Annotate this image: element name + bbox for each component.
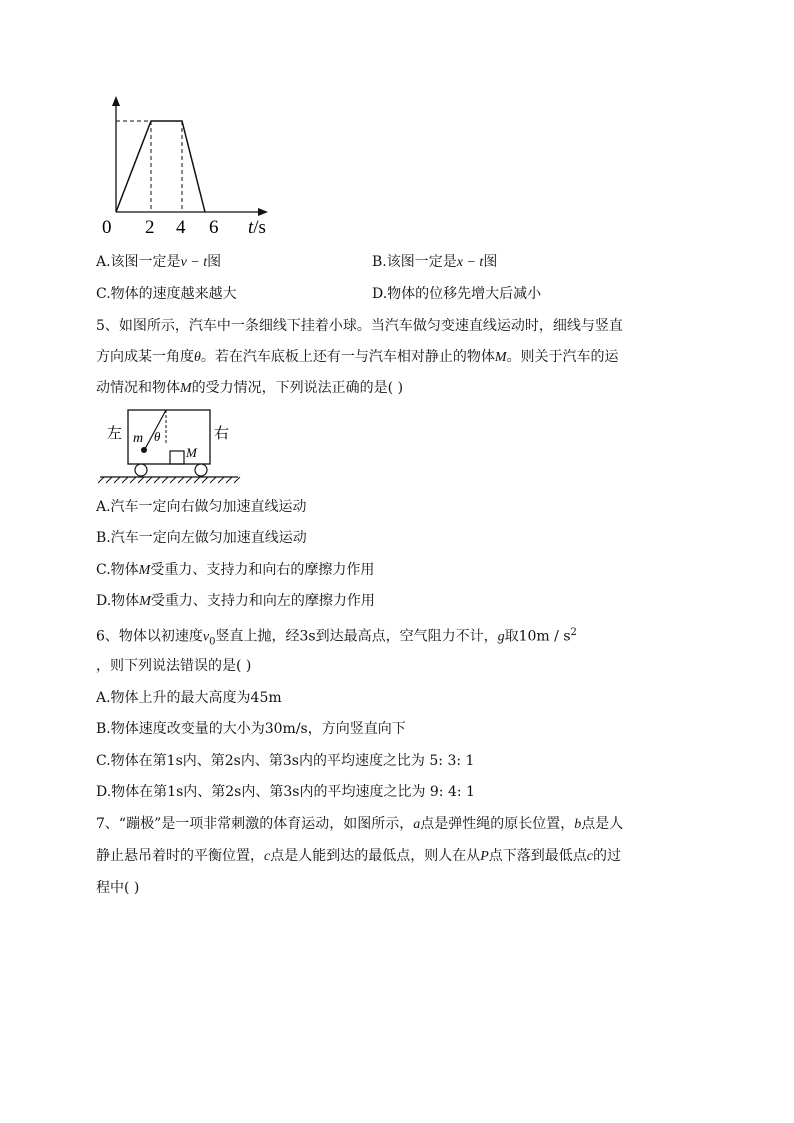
wheel-left (135, 464, 147, 476)
wheel-right (195, 464, 207, 476)
label-M: M (186, 445, 197, 460)
block-M (170, 451, 184, 464)
q5-option-b: B.汽车一定向左做匀加速直线运动 (96, 530, 307, 546)
label-left: 左 (107, 424, 123, 442)
q6-option-d: D.物体在第1s内、第2s内、第3s内的平均速度之比为 9: 4: 1 (96, 784, 475, 800)
q7-stem-line1: 7、“蹦极”是一项非常刺激的体育运动，如图所示，a点是弹性绳的原长位置，b点是人 (96, 816, 624, 832)
q5-option-d: D.物体M受重力、支持力和向左的摩擦力作用 (96, 593, 375, 609)
q6-option-b: B.物体速度改变量的大小为30m/s，方向竖直向下 (96, 721, 406, 737)
q4-option-c: C.物体的速度越来越大 (96, 286, 237, 302)
tick-4: 4 (176, 217, 186, 238)
velocity-time-graph (0, 0, 794, 260)
label-m: m (133, 431, 144, 446)
q5-stem-line2: 方向成某一角度θ。若在汽车底板上还有一与汽车相对静止的物体M。则关于汽车的运 (96, 349, 619, 365)
car-pendulum-figure (0, 405, 794, 485)
x-axis-arrow (258, 208, 268, 216)
label-theta: θ (154, 429, 161, 444)
q5-option-a: A.汽车一定向右做匀加速直线运动 (96, 499, 307, 515)
q5-stem-line3: 动情况和物体M的受力情况，下列说法正确的是( ) (96, 380, 404, 396)
label-right: 右 (214, 424, 230, 442)
q4-option-d: D.物体的位移先增大后减小 (372, 286, 542, 302)
q7-stem-line2: 静止悬吊着时的平衡位置，c点是人能到达的最低点，则人在从P点下落到最低点c的过 (96, 848, 621, 864)
q5-option-c: C.物体M受重力、支持力和向右的摩擦力作用 (96, 562, 375, 578)
q6-option-a: A.物体上升的最大高度为45m (96, 690, 282, 706)
graph-line (116, 121, 205, 212)
q6-stem-line2: ，则下列说法错误的是( ) (96, 658, 252, 674)
q6-stem-line1: 6、物体以初速度$v_0$竖直上抛，经3s到达最高点，空气阻力不计，g取$10m / s^2$ (96, 627, 577, 648)
q4-option-a: A.该图一定是v − t图 (96, 254, 222, 270)
q5-stem-line1: 5、如图所示，汽车中一条细线下挂着小球。当汽车做匀变速直线运动时，细线与竖直 (96, 318, 623, 334)
tick-2: 2 (145, 217, 155, 238)
q7-stem-line3: 程中( ) (96, 880, 140, 896)
tick-6: 6 (209, 217, 219, 238)
ground-hatching (98, 477, 240, 483)
tick-0: 0 (102, 217, 112, 238)
x-axis-label: t/s (248, 217, 266, 238)
y-axis-arrow (112, 96, 120, 106)
q6-option-c: C.物体在第1s内、第2s内、第3s内的平均速度之比为 5: 3: 1 (96, 753, 475, 769)
pendulum-ball (141, 447, 147, 453)
q4-option-b: B.该图一定是x − t图 (372, 254, 498, 270)
